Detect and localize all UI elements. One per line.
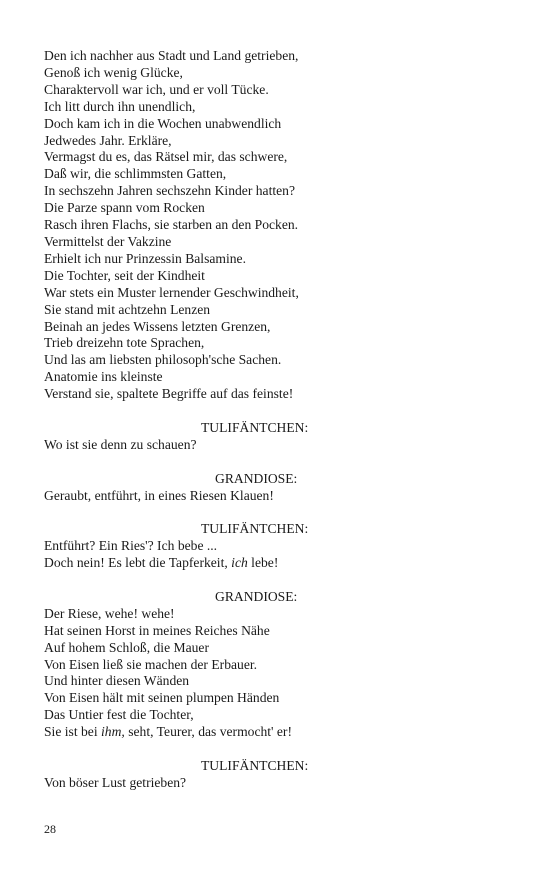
verse-line: Von Eisen ließ sie machen der Erbauer. bbox=[44, 656, 258, 672]
verse-line: Die Tochter, seit der Kindheit bbox=[44, 267, 205, 283]
speech-tulifaentchen-3 bbox=[44, 758, 504, 792]
speaker-name: TULIFÄNTCHEN: bbox=[201, 521, 309, 537]
verse-line: Rasch ihren Flachs, sie starben an den Pocken. bbox=[44, 217, 299, 233]
speaker-name: GRANDIOSE: bbox=[215, 470, 298, 486]
verse-text: seht, Teurer, das vermocht' er! bbox=[124, 724, 292, 740]
stanza-gap bbox=[44, 572, 504, 589]
verse-line: Genoß ich wenig Glücke, bbox=[44, 64, 183, 80]
verse-line: Die Parze spann vom Rocken bbox=[44, 200, 205, 216]
verse-line: Vermittelst der Vakzine bbox=[44, 233, 172, 249]
speech-grandiose-2 bbox=[44, 589, 504, 741]
verse-line: Und las am liebsten philosoph'sche Sachen. bbox=[44, 352, 282, 368]
stanza-gap bbox=[44, 403, 504, 420]
verse-line: War stets ein Muster lernender Geschwindheit, bbox=[44, 284, 299, 300]
stanza-gap bbox=[44, 741, 504, 758]
verse-line: Den ich nachher aus Stadt und Land getrieben, bbox=[44, 48, 299, 63]
page-number: 28 bbox=[44, 822, 56, 836]
verse-line: Wo ist sie denn zu schauen? bbox=[44, 436, 197, 452]
verse-line: Vermagst du es, das Rätsel mir, das schwere, bbox=[44, 149, 288, 165]
emphasis-text: ich bbox=[231, 555, 248, 571]
verse-line: Anatomie ins kleinste bbox=[44, 369, 163, 385]
verse-text: Sie ist bei bbox=[44, 724, 102, 740]
speech-tulifaentchen-1 bbox=[44, 420, 504, 454]
verse-line: Ich litt durch ihn unendlich, bbox=[44, 98, 196, 114]
verse-line: Entführt? Ein Ries'? Ich bebe ... bbox=[44, 538, 218, 554]
verse-text: lebe! bbox=[247, 555, 279, 571]
stanza-gap bbox=[44, 454, 504, 471]
verse-line: Daß wir, die schlimmsten Gatten, bbox=[44, 166, 227, 182]
verse-text: Doch nein! Es lebt die Tapferkeit, bbox=[44, 555, 232, 571]
speaker-name: TULIFÄNTCHEN: bbox=[201, 419, 309, 435]
verse-line: Jedwedes Jahr. Erkläre, bbox=[44, 132, 172, 148]
stanza-gap bbox=[44, 504, 504, 521]
verse-line: Erhielt ich nur Prinzessin Balsamine. bbox=[44, 250, 246, 266]
verse-line: Trieb dreizehn tote Sprachen, bbox=[44, 335, 205, 351]
verse-line: Der Riese, wehe! wehe! bbox=[44, 605, 175, 621]
verse-line: Charaktervoll war ich, und er voll Tücke. bbox=[44, 81, 269, 97]
speech-tulifaentchen-2 bbox=[44, 521, 504, 572]
verse-line: Doch kam ich in die Wochen unabwendlich bbox=[44, 115, 282, 131]
verse-line: Geraubt, entführt, in eines Riesen Klauen! bbox=[44, 487, 274, 503]
emphasis-text: ihm, bbox=[101, 724, 125, 740]
page-text bbox=[44, 48, 504, 792]
verse-line bbox=[44, 724, 504, 741]
verse-line: Beinah an jedes Wissens letzten Grenzen, bbox=[44, 318, 271, 334]
speaker-name: GRANDIOSE: bbox=[215, 588, 298, 604]
verse-line bbox=[44, 555, 504, 572]
verse-line: Hat seinen Horst in meines Reiches Nähe bbox=[44, 622, 270, 638]
verse-line: Das Untier fest die Tochter, bbox=[44, 707, 194, 723]
verse-line: Sie stand mit achtzehn Lenzen bbox=[44, 301, 211, 317]
verse-line: In sechszehn Jahren sechszehn Kinder hatten? bbox=[44, 183, 295, 199]
verse-line: Von böser Lust getrieben? bbox=[44, 774, 187, 790]
speech-grandiose-1 bbox=[44, 471, 504, 505]
speaker-name: TULIFÄNTCHEN: bbox=[201, 757, 309, 773]
verse-line: Auf hohem Schloß, die Mauer bbox=[44, 639, 209, 655]
verse-block bbox=[44, 48, 504, 403]
verse-line: Verstand sie, spaltete Begriffe auf das feinste! bbox=[44, 386, 294, 402]
verse-line: Und hinter diesen Wänden bbox=[44, 673, 190, 689]
verse-line: Von Eisen hält mit seinen plumpen Händen bbox=[44, 690, 280, 706]
